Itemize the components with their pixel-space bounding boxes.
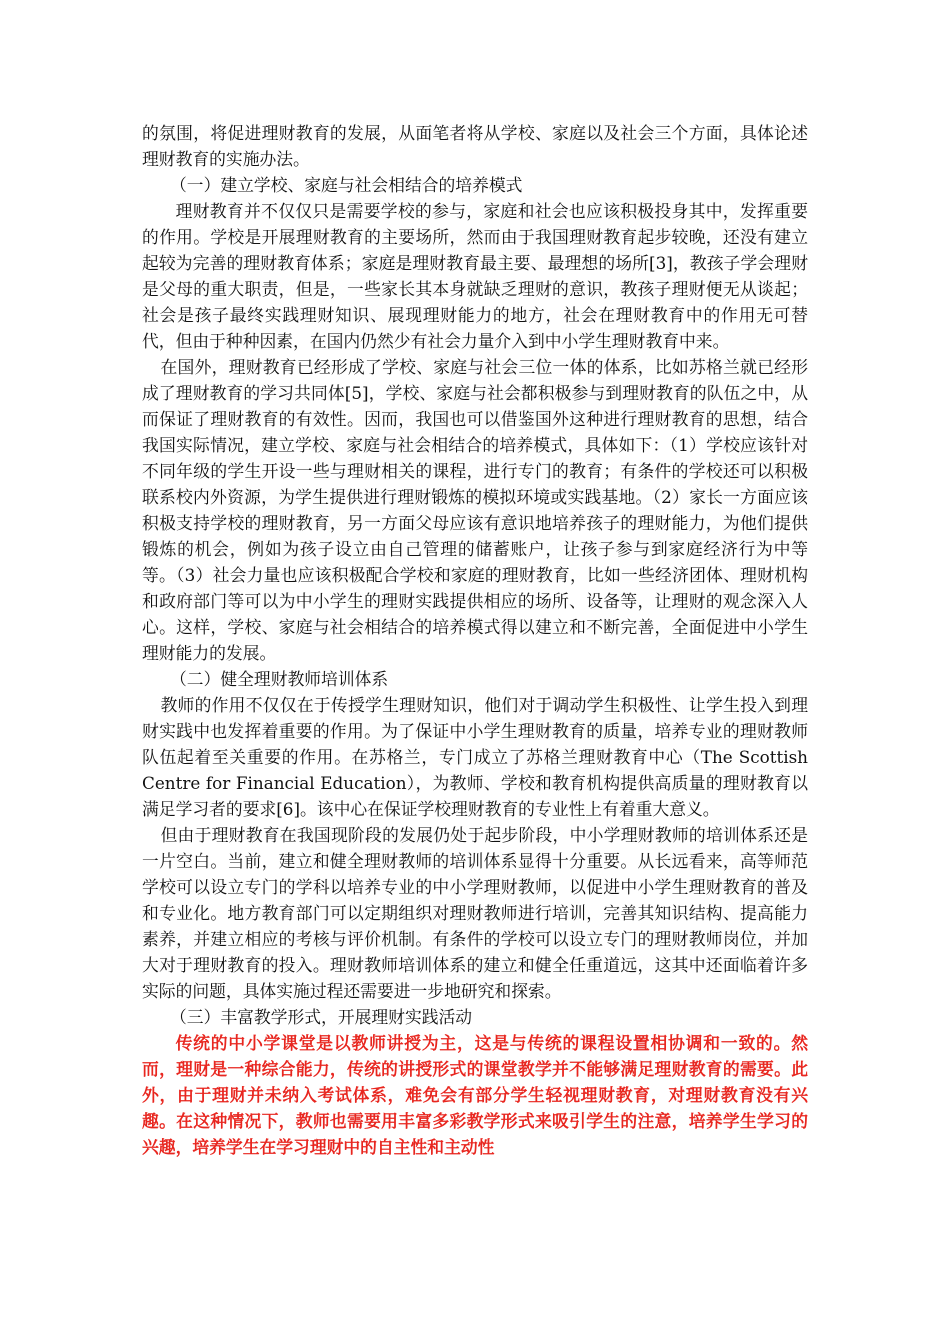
document-body bbox=[142, 120, 808, 1160]
paragraph-5-highlighted: 传统的中小学课堂是以教师讲授为主，这是与传统的课程设置相协调和一致的。然而，理财是一种综合能力，传统的讲授形式的课堂教学并不能够满足理财教育的需要。此外，由于理财并未纳入考试体系，难免会有部分学生轻视理财教育，对理财教育没有兴趣。在这种情况下，教师也需要用丰富多彩教学形式来吸引学生的注意，培养学生学习的兴趣，培养学生在学习理财中的自主性和主动性 bbox=[142, 1033, 808, 1157]
intro-paragraph: 的氛围，将促进理财教育的发展，从面笔者将从学校、家庭以及社会三个方面，具体论述理财教育的实施办法。 bbox=[142, 123, 808, 169]
paragraph-2: 在国外，理财教育已经形成了学校、家庭与社会三位一体的体系，比如苏格兰就已经形成了理财教育的学习共同体[5]，学校、家庭与社会都积极参与到理财教育的队伍之中，从而保证了理财教育的有效性。因而，我国也可以借鉴国外这种进行理财教育的思想，结合我国实际情况，建立学校、家庭与社会相结合的培养模式，具体如下：（1）学校应该针对不同年级的学生开设一些与理财相关的课程，进行专门的教育；有条件的学校还可以积极联系校内外资源，为学生提供进行理财锻炼的模拟环境或实践基地。（2）家长一方面应该积极支持学校的理财教育，另一方面父母应该有意识地培养孩子的理财能力，为他们提供锻炼的机会，例如为孩子设立由自己管理的储蓄账户，让孩子参与到家庭经济行为中等等。（3）社会力量也应该积极配合学校和家庭的理财教育，比如一些经济团体、理财机构和政府部门等可以为中小学生的理财实践提供相应的场所、设备等，让理财的观念深入人心。这样，学校、家庭与社会相结合的培养模式得以建立和不断完善，全面促进中小学生理财能力的发展。 bbox=[142, 357, 808, 663]
section-heading-1: （一）建立学校、家庭与社会相结合的培养模式 bbox=[170, 175, 523, 195]
paragraph-4: 但由于理财教育在我国现阶段的发展仍处于起步阶段，中小学理财教师的培训体系还是一片空白。当前，建立和健全理财教师的培训体系显得十分重要。从长远看来，高等师范学校可以设立专门的学科以培养专业的中小学理财教师，以促进中小学生理财教育的普及和专业化。地方教育部门可以定期组织对理财教师进行培训，完善其知识结构、提高能力素养，并建立相应的考核与评价机制。有条件的学校可以设立专门的理财教师岗位，并加大对于理财教育的投入。理财教师培训体系的建立和健全任重道远，这其中还面临着许多实际的问题，具体实施过程还需要进一步地研究和探索。 bbox=[142, 825, 808, 1001]
section-heading-3: （三）丰富教学形式，开展理财实践活动 bbox=[170, 1007, 473, 1027]
paragraph-1: 理财教育并不仅仅只是需要学校的参与，家庭和社会也应该积极投身其中，发挥重要的作用。学校是开展理财教育的主要场所，然而由于我国理财教育起步较晚，还没有建立起较为完善的理财教育体系；家庭是理财教育最主要、最理想的场所[3]，教孩子学会理财是父母的重大职责，但是，一些家长其本身就缺乏理财的意识，教孩子理财便无从谈起；社会是孩子最终实践理财知识、展现理财能力的地方，社会在理财教育中的作用无可替代，但由于种种因素，在国内仍然少有社会力量介入到中小学生理财教育中来。 bbox=[142, 201, 808, 351]
section-heading-2: （二）健全理财教师培训体系 bbox=[170, 669, 389, 689]
paragraph-3: 教师的作用不仅仅在于传授学生理财知识，他们对于调动学生积极性、让学生投入到理财实践中也发挥着重要的作用。为了保证中小学生理财教育的质量，培养专业的理财教师队伍起着至关重要的作用。在苏格兰，专门成立了苏格兰理财教育中心（The Scottish Centre for Financial Education），为教师、学校和教育机构提供高质量的理财教育以满足学习者的要求[6]。该中心在保证学校理财教育的专业性上有着重大意义。 bbox=[142, 695, 808, 819]
